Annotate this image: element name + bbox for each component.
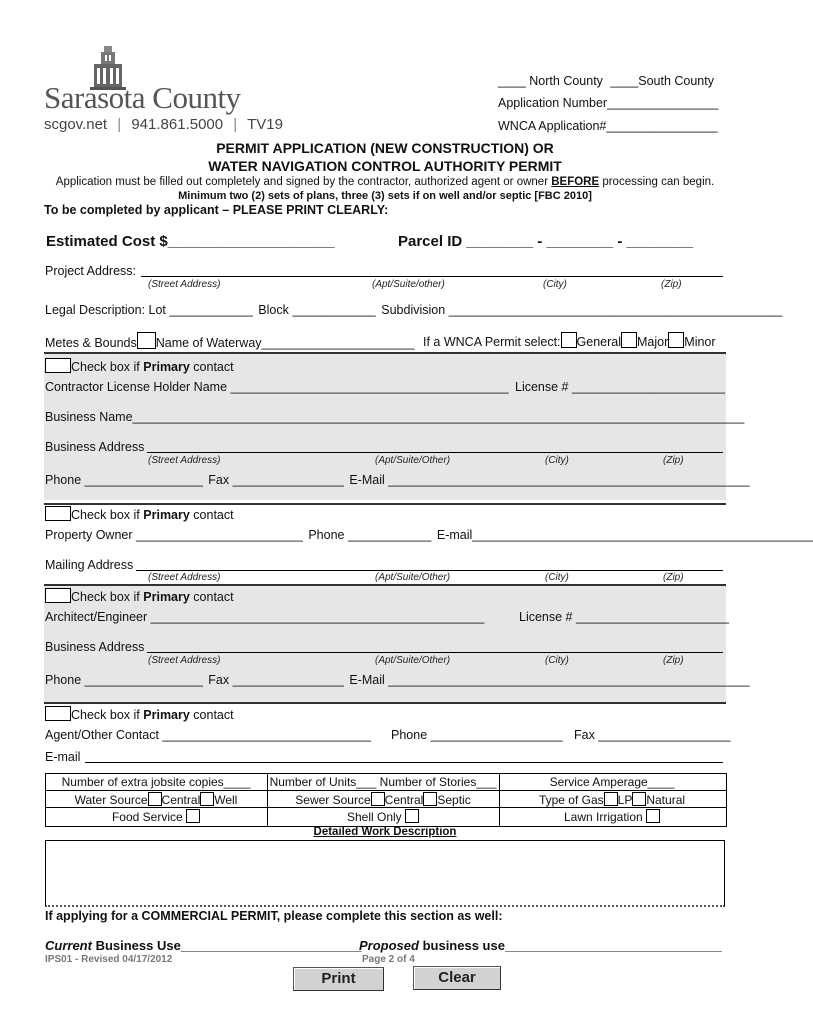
project-sub-street: (Street Address) — [148, 279, 221, 290]
owner-email-field[interactable]: E-mail_________________________________________________ — [436, 528, 813, 542]
contractor-email-field[interactable]: E-Mail ____________________________________________________ — [349, 473, 750, 487]
project-address-label: Project Address: — [45, 264, 137, 278]
architect-engineer-field[interactable]: Architect/Engineer ________________________________________________ — [45, 610, 485, 624]
sewer-source-label: Sewer Source — [295, 793, 371, 807]
units-field[interactable]: Number of Units___ — [269, 775, 377, 789]
architect-business-address-line[interactable] — [147, 652, 723, 653]
agent-fax-field[interactable]: Fax ___________________ — [574, 728, 731, 742]
architect-email-field[interactable]: E-Mail ____________________________________________________ — [349, 673, 750, 687]
contractor-sub-city: (City) — [545, 455, 569, 466]
owner-section-top-rule — [44, 503, 726, 505]
contractor-business-address-line[interactable] — [147, 452, 723, 453]
owner-sub-city: (City) — [545, 572, 569, 583]
contractor-phone-field[interactable]: Phone _________________ — [45, 473, 203, 487]
food-service-checkbox[interactable] — [186, 809, 200, 823]
architect-business-address-label: Business Address — [45, 640, 145, 654]
architect-primary-bold: Primary — [143, 590, 190, 604]
minor-checkbox[interactable] — [668, 332, 684, 348]
print-button[interactable]: Print — [293, 967, 384, 991]
parcel-id-field[interactable]: Parcel ID ________ - ________ - ________ — [398, 233, 694, 250]
minor-label: Minor — [684, 335, 716, 349]
architect-phone-field[interactable]: Phone _________________ — [45, 673, 203, 687]
lawn-irrigation-checkbox[interactable] — [646, 809, 660, 823]
mailing-address-line[interactable] — [136, 570, 723, 571]
contractor-primary-label: Check box if — [71, 360, 144, 374]
owner-primary-label: Check box if — [71, 508, 144, 522]
proposed-label: Proposed — [359, 938, 419, 953]
architect-primary-checkbox[interactable] — [45, 588, 71, 603]
contractor-sub-street: (Street Address) — [148, 455, 221, 466]
complete-instruction: To be completed by applicant – PLEASE PRINT CLEARLY: — [44, 203, 389, 217]
business-name-field[interactable]: Business Name________________________________________________________________________________________ — [45, 410, 745, 424]
work-description-textarea[interactable] — [45, 840, 725, 907]
agent-primary-post: contact — [189, 708, 234, 722]
architect-fax-field[interactable]: Fax ________________ — [208, 673, 344, 687]
contractor-primary-post: contact — [189, 360, 234, 374]
agent-email-label: E-mail — [45, 750, 81, 764]
major-checkbox[interactable] — [621, 332, 637, 348]
architect-license-field[interactable]: License # ______________________ — [519, 610, 729, 624]
mailing-address-label: Mailing Address — [45, 558, 134, 572]
subdivision-field[interactable]: Subdivision ________________________________________________ — [381, 303, 783, 317]
north-county-field[interactable]: ____ North County — [498, 74, 603, 88]
license-holder-field[interactable]: Contractor License Holder Name ________________________________________ — [45, 380, 509, 394]
page-number: Page 2 of 4 — [362, 954, 415, 965]
shell-only-checkbox[interactable] — [405, 809, 419, 823]
application-number-field[interactable]: Application Number________________ — [498, 96, 719, 110]
title-line2: WATER NAVIGATION CONTROL AUTHORITY PERMIT — [208, 158, 562, 174]
owner-sub-street: (Street Address) — [148, 572, 221, 583]
architect-primary-post: contact — [189, 590, 234, 604]
current-business-use-field[interactable]: Business Use_________________________ — [91, 938, 362, 953]
sewer-central-checkbox[interactable] — [371, 792, 385, 806]
architect-primary-label: Check box if — [71, 590, 144, 604]
contractor-sub-apt: (Apt/Suite/Other) — [375, 455, 451, 466]
owner-sub-apt: (Apt/Suite/Other) — [375, 572, 451, 583]
clear-button[interactable]: Clear — [413, 966, 501, 990]
agent-phone-field[interactable]: Phone ___________________ — [391, 728, 563, 742]
water-central-checkbox[interactable] — [148, 792, 162, 806]
food-service-label: Food Service — [111, 810, 183, 824]
commercial-heading: If applying for a COMMERCIAL PERMIT, please complete this section as well: — [45, 909, 503, 923]
architect-sub-zip: (Zip) — [663, 655, 684, 666]
block-field[interactable]: Block ____________ — [258, 303, 376, 317]
agent-primary-bold: Primary — [143, 708, 190, 722]
project-sub-city: (City) — [543, 279, 567, 290]
water-central-label: Central — [161, 793, 201, 807]
owner-phone-field[interactable]: Phone ____________ — [308, 528, 432, 542]
logo-name: Sarasota County — [44, 80, 241, 115]
metes-bounds-checkbox[interactable] — [137, 332, 156, 349]
architect-sub-city: (City) — [545, 655, 569, 666]
owner-sub-zip: (Zip) — [663, 572, 684, 583]
revision-label: IPS01 - Revised 04/17/2012 — [45, 954, 173, 965]
logo-phone: 941.861.5000 — [131, 116, 224, 133]
lawn-irrigation-label: Lawn Irrigation — [563, 810, 643, 824]
contractor-primary-checkbox[interactable] — [45, 358, 71, 373]
proposed-business-use-field[interactable]: business use______________________________ — [418, 938, 722, 953]
contractor-business-address-label: Business Address — [45, 440, 145, 454]
sewer-septic-label: Septic — [437, 793, 471, 807]
lot-field[interactable]: Legal Description: Lot ____________ — [45, 303, 253, 317]
current-label: Current — [45, 938, 92, 953]
gas-natural-label: Natural — [646, 793, 686, 807]
gas-lp-checkbox[interactable] — [604, 792, 618, 806]
county-logo: Sarasota County scgov.net | 941.861.5000 | TV19 — [44, 44, 274, 136]
gas-natural-checkbox[interactable] — [632, 792, 646, 806]
logo-web: scgov.net — [44, 116, 108, 133]
water-well-label: Well — [214, 793, 238, 807]
estimated-cost-field[interactable]: Estimated Cost $____________________ — [46, 233, 335, 250]
instructions: Application must be filled out completely and signed by the contractor, authorized agent or owner BEFORE processing can begin. — [55, 176, 715, 188]
amperage-field[interactable]: Service Amperage____ — [549, 775, 675, 789]
general-checkbox[interactable] — [561, 332, 577, 348]
gas-lp-label: LP — [617, 793, 633, 807]
sewer-septic-checkbox[interactable] — [423, 792, 437, 806]
project-sub-zip: (Zip) — [661, 279, 682, 290]
grid-row-rule — [45, 790, 727, 791]
minimum-plans: Minimum two (2) sets of plans, three (3) sets if on well and/or septic [FBC 2010] — [178, 190, 592, 202]
contractor-primary-bold: Primary — [143, 360, 190, 374]
owner-primary-post: contact — [189, 508, 234, 522]
project-sub-apt: (Apt/Suite/other) — [372, 279, 445, 290]
property-owner-field[interactable]: Property Owner ________________________ — [45, 528, 303, 542]
agent-email-line[interactable] — [85, 762, 723, 763]
agent-contact-field[interactable]: Agent/Other Contact ______________________________ — [45, 728, 371, 742]
architect-sub-apt: (Apt/Suite/Other) — [375, 655, 451, 666]
logo-tv: TV19 — [247, 116, 283, 133]
waterway-field[interactable]: Name of Waterway______________________ — [155, 336, 415, 350]
agent-primary-label: Check box if — [71, 708, 144, 722]
wnca-select-label: If a WNCA Permit select: — [423, 335, 561, 349]
general-label: General — [576, 335, 622, 349]
metes-bounds-label: Metes & Bounds — [45, 336, 137, 350]
gas-type-label: Type of Gas — [538, 793, 604, 807]
contractor-license-field[interactable]: License # ______________________ — [515, 380, 725, 394]
water-source-label: Water Source — [74, 793, 148, 807]
extra-copies-field[interactable]: Number of extra jobsite copies____ — [61, 775, 251, 789]
project-address-line[interactable] — [141, 276, 723, 277]
stories-field[interactable]: Number of Stories___ — [379, 775, 497, 789]
major-label: Major — [637, 335, 669, 349]
contractor-sub-zip: (Zip) — [663, 455, 684, 466]
agent-primary-checkbox[interactable] — [45, 706, 71, 721]
wnca-application-field[interactable]: WNCA Application#________________ — [498, 119, 718, 133]
owner-primary-checkbox[interactable] — [45, 506, 71, 521]
owner-primary-bold: Primary — [143, 508, 190, 522]
sewer-central-label: Central — [384, 793, 424, 807]
title-line1: PERMIT APPLICATION (NEW CONSTRUCTION) OR — [216, 140, 554, 156]
contractor-fax-field[interactable]: Fax ________________ — [208, 473, 344, 487]
grid-row-rule-2 — [45, 807, 727, 808]
south-county-field[interactable]: ____South County — [610, 74, 714, 88]
work-description-label: Detailed Work Description — [313, 826, 457, 838]
shell-only-label: Shell Only — [346, 810, 402, 824]
water-well-checkbox[interactable] — [200, 792, 214, 806]
architect-sub-street: (Street Address) — [148, 655, 221, 666]
agent-section-top-rule — [44, 702, 726, 704]
